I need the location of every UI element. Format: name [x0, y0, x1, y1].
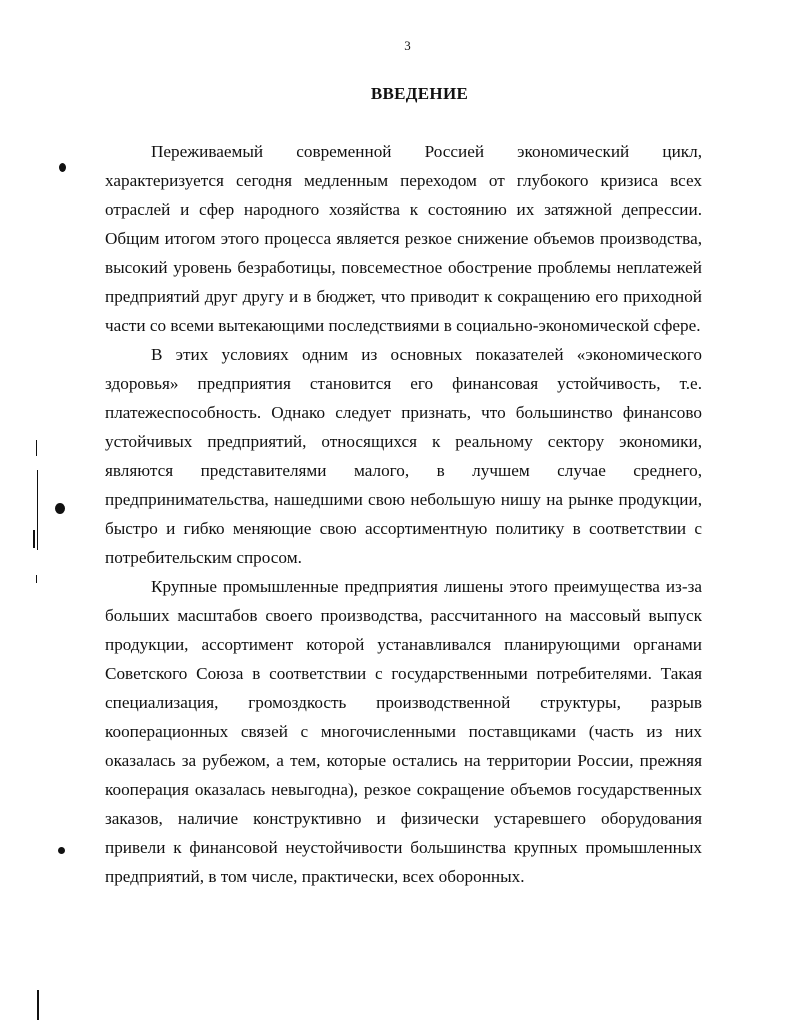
paragraph-3: Крупные промышленные предприятия лишены этого преимущества из-за больших масштабов своего производства, рассчитанного на массовый выпуск продукции, ассортимент которой устанавливался планирующими органами Советского Союза в соответствии с государственными потребителями. Такая специализация, громоздкость производственной структуры, разрыв кооперационных связей с многочисленными поставщиками (часть из них оказалась за рубежом, а тем, которые остались на территории России, прежняя кооперация оказалась невыгодна), резкое сокращение объемов государственных заказов, наличие конструктивно и физически устаревшего оборудования привели к финансовой неустойчивости большинства крупных промышленных предприятий, в том числе, практически, всех оборонных.	[105, 577, 702, 886]
scan-line-3	[33, 530, 35, 548]
scan-blot-1	[59, 163, 66, 172]
scan-line-2	[37, 470, 38, 550]
paragraph-1: Переживаемый современной Россией экономический цикл, характеризуется сегодня медленным переходом от глубокого кризиса всех отраслей и сфер народного хозяйства к состоянию их затяжной депрессии. Общим итогом этого процесса является резкое снижение объемов производства, высокий уровень безработицы, повсеместное обострение проблемы неплатежей предприятий друг другу и в бюджет, что приводит к сокращению его приходной части со всеми вытекающими последствиями в социально-экономической сфере.	[105, 142, 702, 335]
body-text	[105, 137, 702, 891]
page-number: 3	[404, 38, 411, 53]
scan-line-4	[36, 575, 37, 583]
scan-blot-3	[58, 847, 65, 854]
page-title: ВВЕДЕНИЕ	[370, 84, 469, 103]
scan-line-1	[36, 440, 37, 456]
paragraph-2: В этих условиях одним из основных показателей «экономического здоровья» предприятия становится его финансовая устойчивость, т.е. платежеспособность. Однако следует признать, что большинство финансово устойчивых предприятий, относящихся к реальному сектору экономики, являются представителями малого, в лучшем случае среднего, предпринимательства, нашедшими свою небольшую нишу на рынке продукции, быстро и гибко меняющие свою ассортиментную политику в соответствии с потребительским спросом.	[105, 345, 702, 567]
scan-blot-2	[55, 503, 65, 514]
scan-line-5	[37, 990, 39, 1020]
